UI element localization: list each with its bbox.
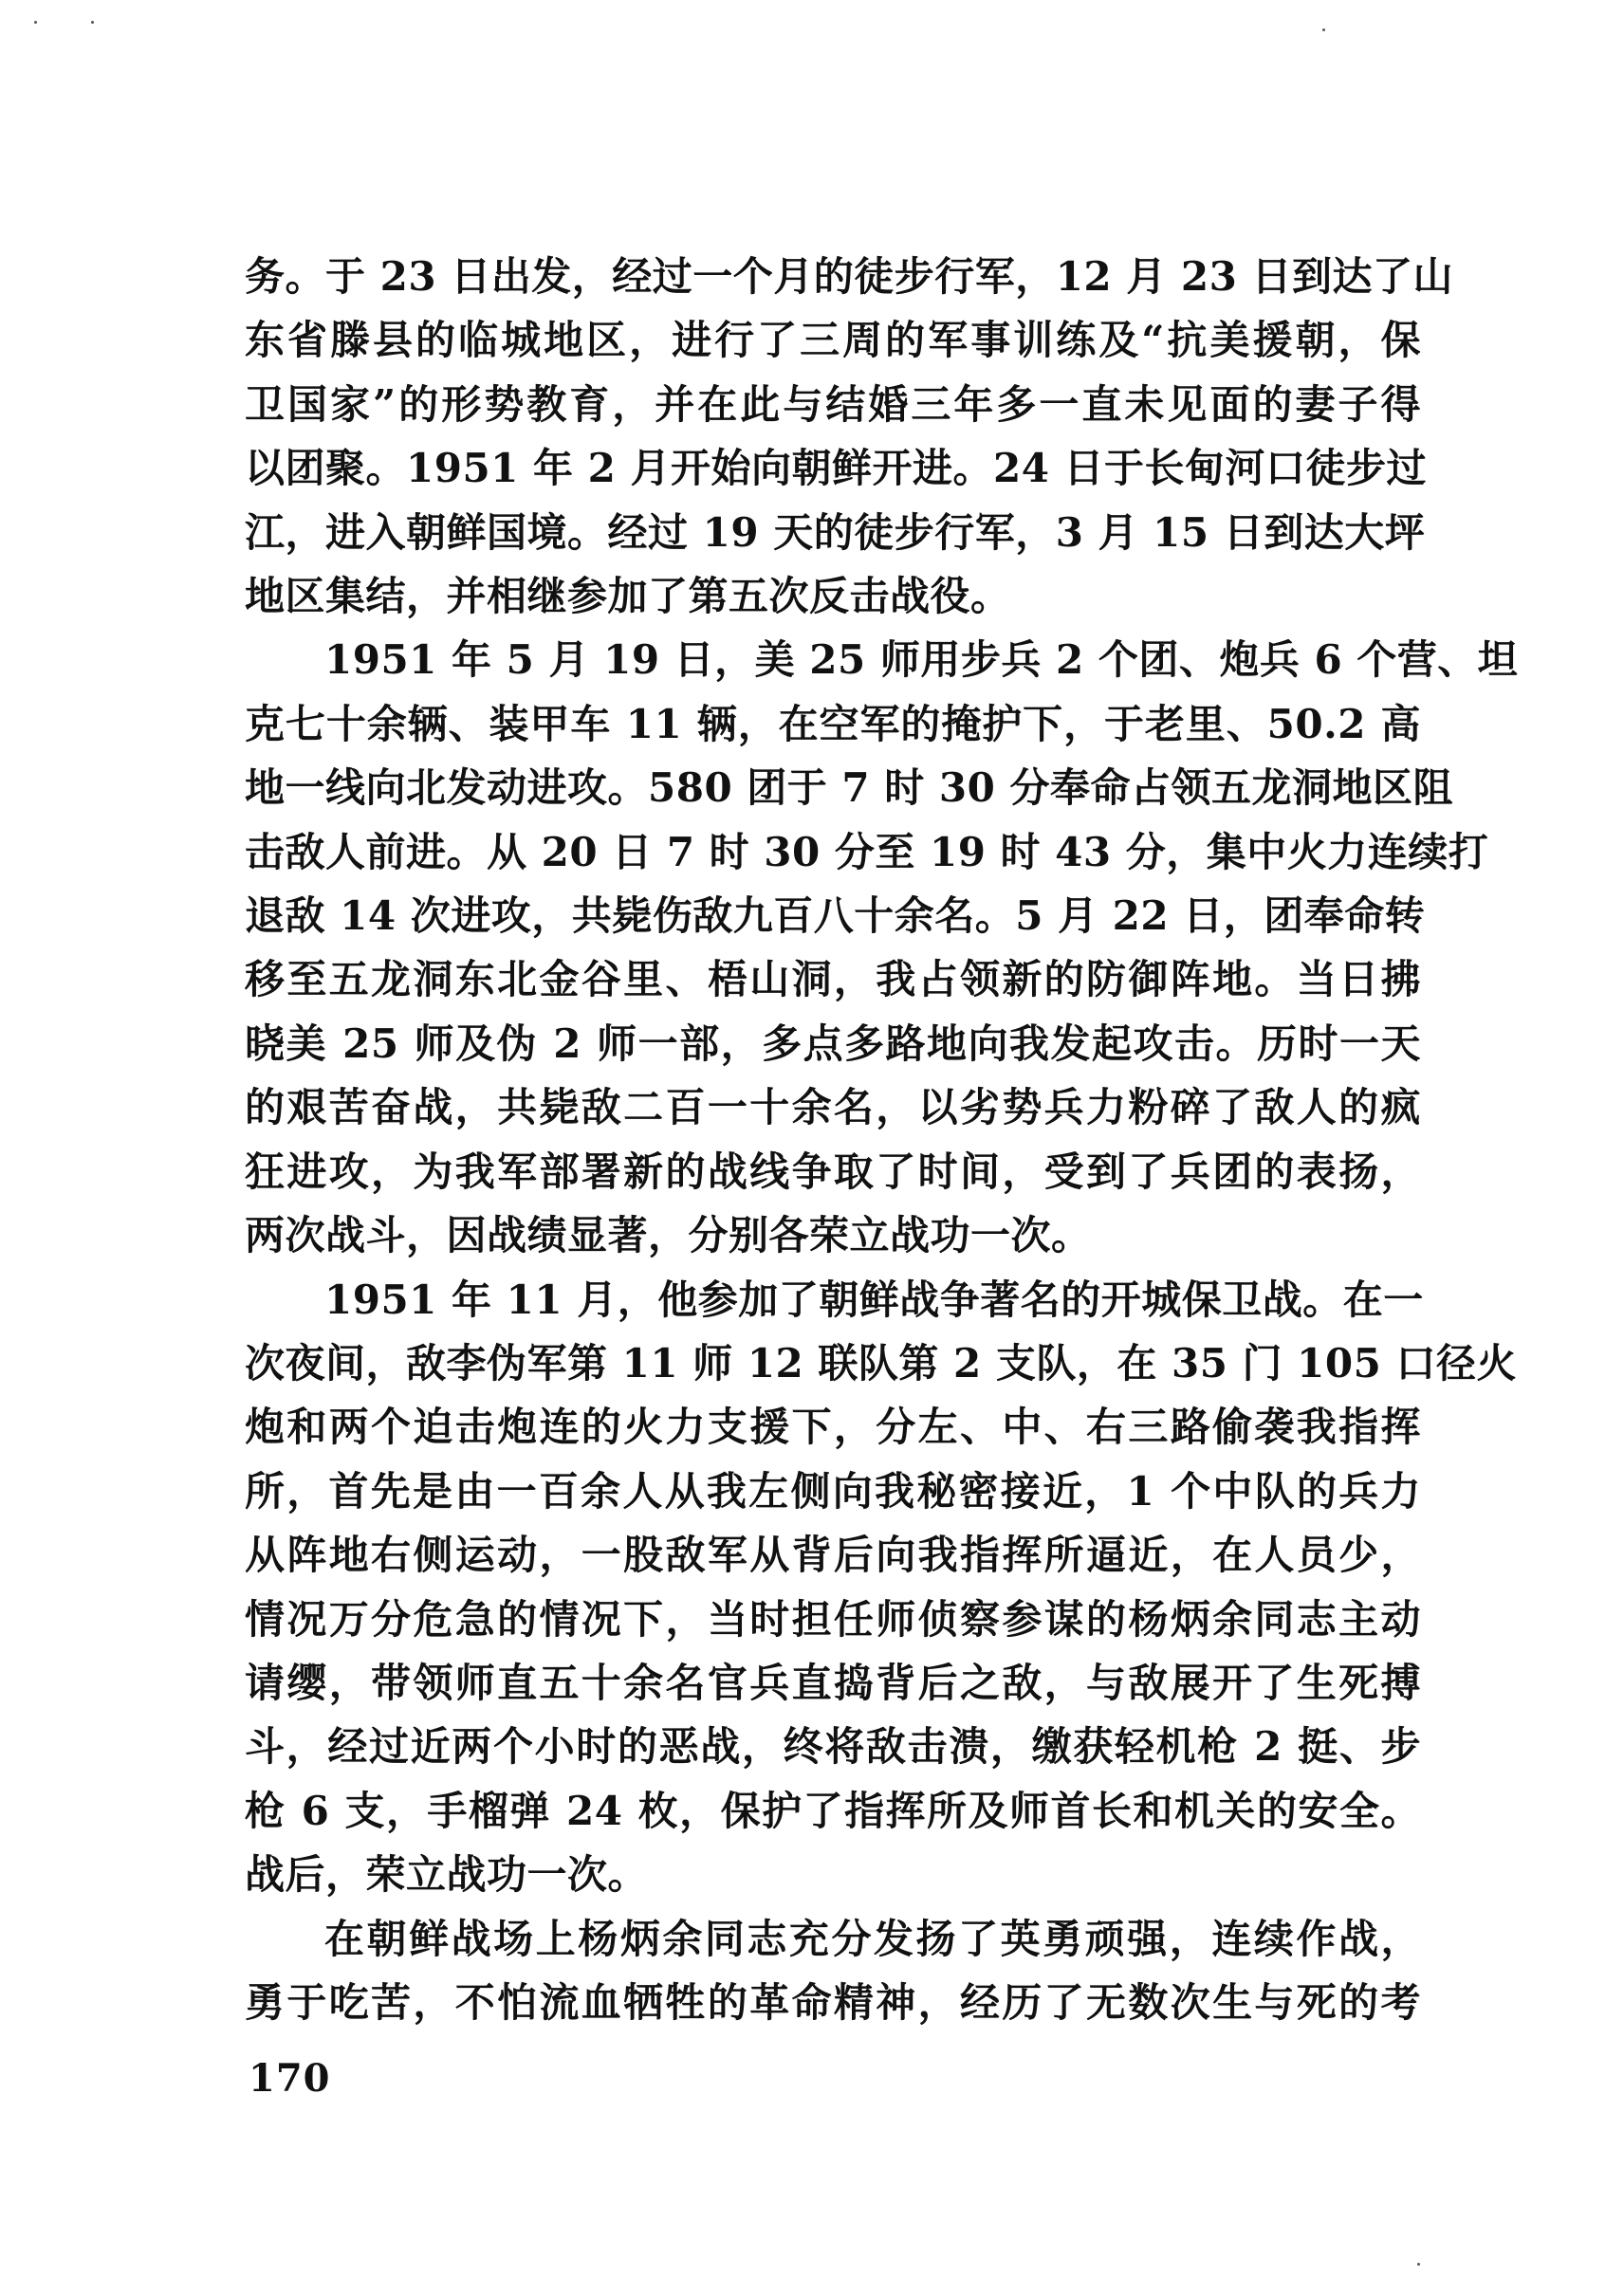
text-line: 从阵地右侧运动，一股敌军从背后向我指挥所逼近，在人员少，: [245, 1532, 1421, 1579]
body-text: [245, 245, 1519, 2034]
page-number: 170: [249, 2056, 331, 2101]
text-line: 江，进入朝鲜国境。经过 19 天的徒步行军，3 月 15 日到达大坪: [245, 508, 1426, 556]
text-line: 炮和两个迫击炮连的火力支援下，分左、中、右三路偷袭我指挥: [245, 1404, 1421, 1451]
text-line: 地一线向北发动进攻。580 团于 7 时 30 分奉命占领五龙洞地区阻: [245, 764, 1453, 812]
text-line: 东省滕县的临城地区，进行了三周的军事训练及“抗美援朝，保: [245, 317, 1421, 364]
text-line: 请缨，带领师直五十余名官兵直捣背后之敌，与敌展开了生死搏: [245, 1659, 1421, 1706]
text-line: 战后，荣立战功一次。: [245, 1851, 649, 1899]
text-line: 地区集结，并相继参加了第五次反击战役。: [245, 573, 1011, 620]
paragraph-2: [245, 628, 1519, 1267]
text-line: 卫国家”的形势教育，并在此与结婚三年多一直未见面的妻子得: [245, 380, 1421, 428]
text-line: 两次战斗，因战绩显著，分别各荣立战功一次。: [245, 1212, 1092, 1259]
scan-speck: [91, 21, 94, 24]
paragraph-3: [245, 1268, 1517, 1907]
text-line: 退敌 14 次进攻，共毙伤敌九百八十余名。5 月 22 日，团奉命转: [245, 892, 1426, 940]
text-line: 击敌人前进。从 20 日 7 时 30 分至 19 时 43 分，集中火力连续打: [245, 828, 1489, 875]
text-line: 勇于吃苦，不怕流血牺牲的革命精神，经历了无数次生与死的考: [245, 1978, 1421, 2026]
text-line: 晓美 25 师及伪 2 师一部，多点多路地向我发起攻击。历时一天: [245, 1019, 1421, 1067]
text-line: 克七十余辆、装甲车 11 辆，在空军的掩护下，于老里、50.2 高: [245, 700, 1421, 747]
scan-speck: [1322, 28, 1325, 31]
text-line: 移至五龙洞东北金谷里、梧山洞，我占领新的防御阵地。当日拂: [245, 956, 1421, 1003]
text-line: 狂进攻，为我军部署新的战线争取了时间，受到了兵团的表扬，: [245, 1148, 1421, 1195]
text-line: 以团聚。1951 年 2 月开始向朝鲜开进。24 日于长甸河口徒步过: [245, 445, 1428, 492]
paragraph-4: [245, 1907, 1421, 2035]
paragraph-1: [245, 245, 1453, 628]
text-line: 情况万分危急的情况下，当时担任师侦察参谋的杨炳余同志主动: [245, 1595, 1421, 1643]
scan-speck: [34, 21, 37, 24]
scan-speck: [1417, 2263, 1420, 2266]
text-line: 1951 年 11 月，他参加了朝鲜战争著名的开城保卫战。在一: [324, 1276, 1424, 1323]
text-line: 1951 年 5 月 19 日，美 25 师用步兵 2 个团、炮兵 6 个营、坦: [324, 636, 1519, 684]
text-line: 枪 6 支，手榴弹 24 枚，保护了指挥所及师首长和机关的安全。: [245, 1787, 1421, 1834]
text-line: 在朝鲜战场上杨炳余同志充分发扬了英勇顽强，连续作战，: [324, 1915, 1421, 1962]
text-line: 的艰苦奋战，共毙敌二百一十余名，以劣势兵力粉碎了敌人的疯: [245, 1084, 1421, 1131]
text-line: 务。于 23 日出发，经过一个月的徒步行军，12 月 23 日到达了山: [245, 253, 1453, 300]
text-line: 次夜间，敌李伪军第 11 师 12 联队第 2 支队，在 35 门 105 口径火: [245, 1339, 1517, 1387]
text-line: 斗，经过近两个小时的恶战，终将敌击溃，缴获轻机枪 2 挺、步: [245, 1723, 1421, 1771]
text-line: 所，首先是由一百余人从我左侧向我秘密接近，1 个中队的兵力: [245, 1467, 1421, 1515]
